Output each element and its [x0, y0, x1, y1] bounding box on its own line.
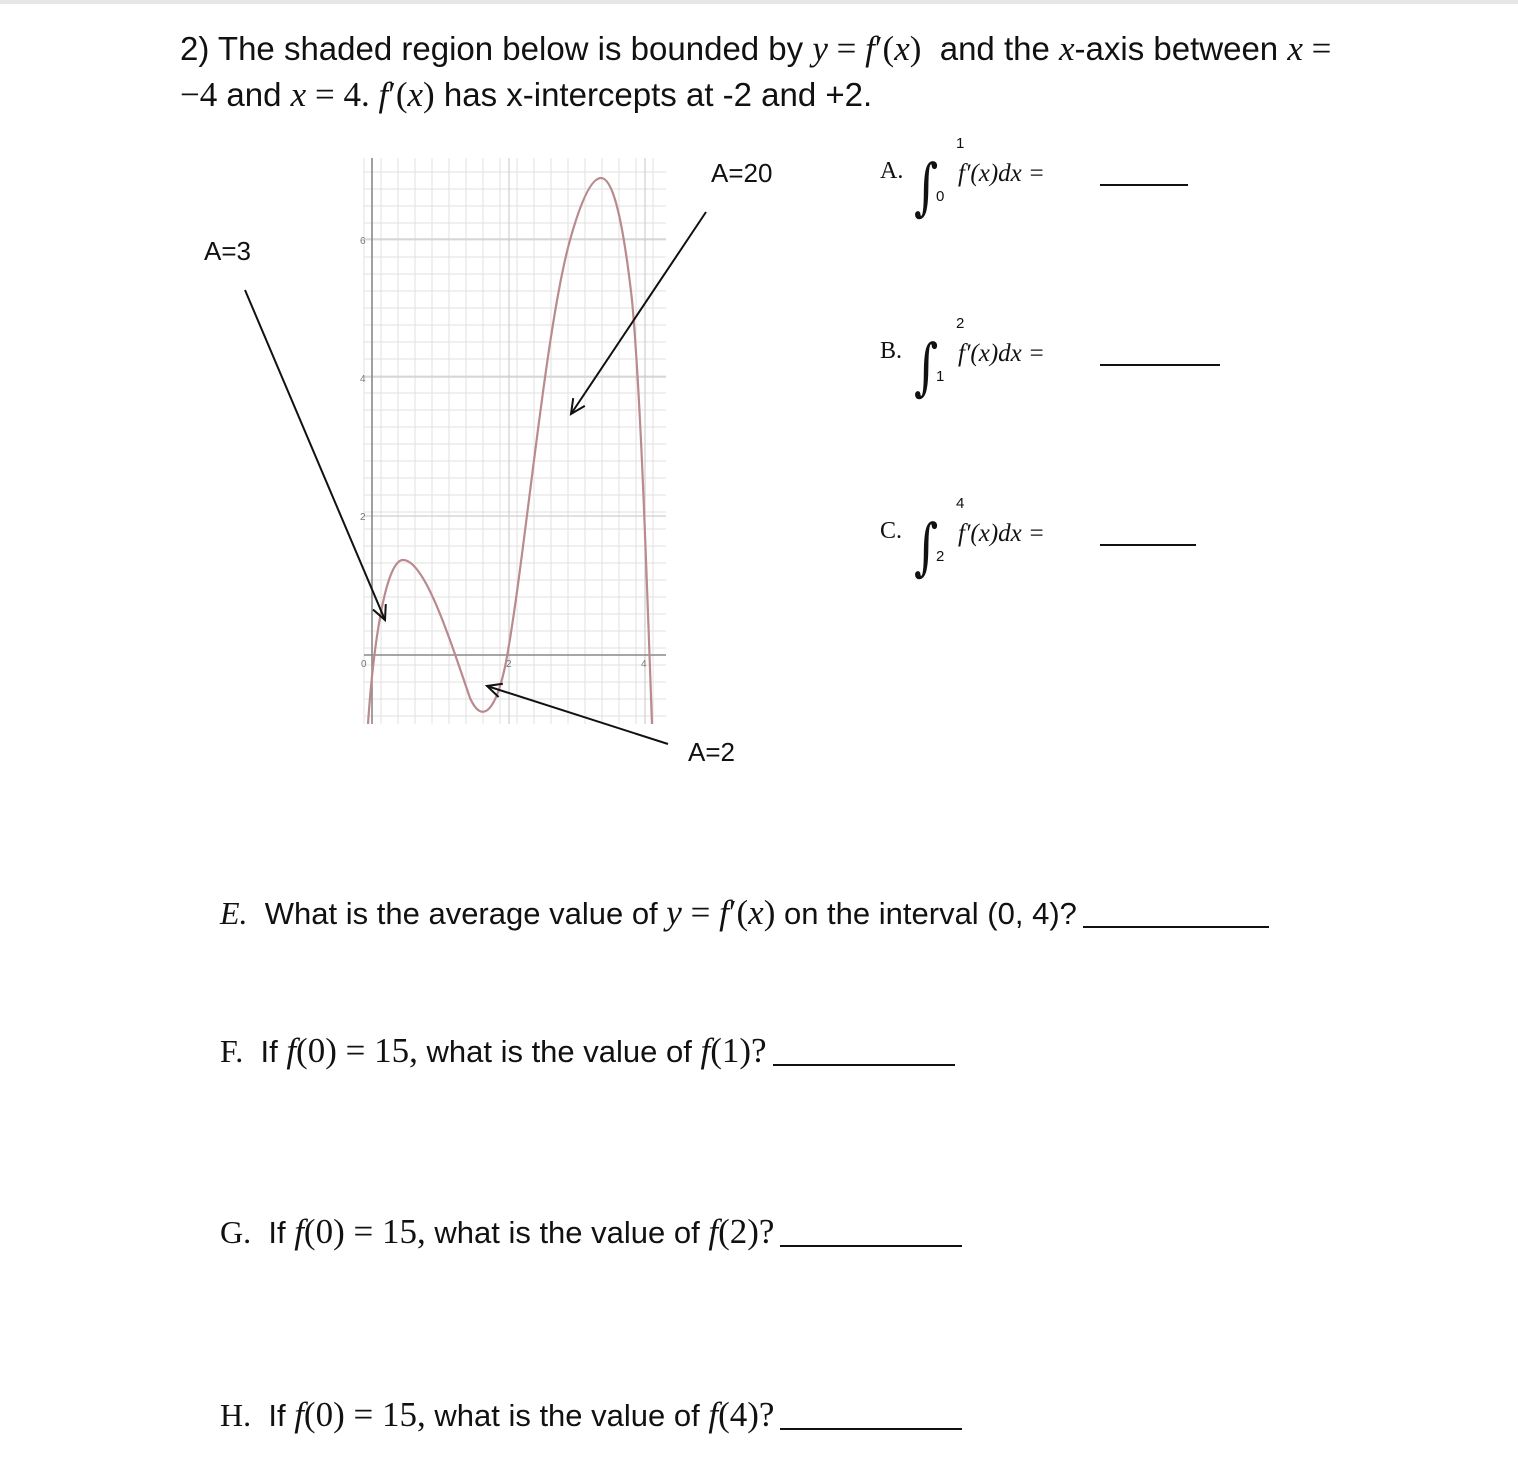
math-var: f: [294, 1212, 304, 1251]
upper-limit: 4: [956, 495, 965, 512]
math-var: f: [286, 1031, 297, 1070]
math-op: ): [909, 29, 922, 68]
math-op: (0) = 15,: [303, 1395, 426, 1434]
math-var: x: [1287, 29, 1303, 68]
lower-limit: 1: [936, 368, 945, 385]
item-letter: F.: [220, 1033, 244, 1069]
text-segment: If: [260, 1034, 287, 1069]
graph-tick-labels: [360, 236, 647, 670]
math-op: (4)?: [718, 1395, 775, 1434]
item-letter: A.: [880, 158, 904, 184]
upper-limit: 2: [956, 315, 965, 332]
math-var: f: [719, 893, 729, 932]
question-f: [220, 1033, 955, 1068]
text-segment: If: [268, 1215, 295, 1250]
math-op: (2)?: [718, 1212, 775, 1251]
area-label-left: A=3: [204, 236, 251, 266]
lower-limit: 0: [936, 188, 945, 205]
answer-blank[interactable]: [1083, 926, 1269, 928]
integral-sign-icon: ∫: [914, 150, 939, 223]
math-var: x: [1059, 29, 1075, 68]
math-op: ′(: [874, 29, 895, 68]
math-var: y: [666, 893, 682, 932]
arrow-middle-region-shaft: [487, 686, 668, 744]
curve-f-prime: [368, 178, 652, 724]
math-op: = 4.: [306, 75, 379, 114]
text-segment: what is the value of: [417, 1034, 701, 1069]
math-var: f: [700, 1031, 711, 1070]
answer-blank[interactable]: [780, 1428, 962, 1430]
text-segment: and the: [921, 30, 1059, 67]
upper-limit: 1: [956, 135, 965, 152]
text-segment: and: [217, 76, 291, 113]
item-letter: G.: [220, 1214, 252, 1250]
math-var: x: [290, 75, 307, 114]
item-letter: E.: [220, 895, 248, 931]
math-op: ′(: [728, 893, 749, 932]
text-segment: on the interval (0, 4)?: [775, 896, 1077, 931]
answer-blank[interactable]: [1100, 544, 1196, 546]
graph-axes: [364, 158, 666, 724]
answer-blank[interactable]: [1100, 184, 1188, 186]
text-segment: What is the average value of: [264, 896, 667, 931]
math-var: f: [294, 1395, 304, 1434]
item-letter: H.: [220, 1397, 252, 1433]
text-segment: -axis between: [1074, 30, 1288, 67]
lower-limit: 2: [936, 548, 945, 565]
math-op: =: [681, 893, 720, 932]
tick-label: 4: [360, 374, 366, 385]
area-label-right: A=20: [711, 158, 773, 188]
tick-label: 2: [360, 512, 366, 523]
math-number: −4: [180, 75, 218, 114]
tick-label: 6: [360, 236, 366, 247]
math-var: f: [708, 1212, 719, 1251]
tick-label: 4: [641, 659, 647, 670]
math-var: x: [407, 75, 424, 114]
math-op: (0) = 15,: [303, 1212, 426, 1251]
text-segment: what is the value of: [425, 1398, 709, 1433]
math-op: (0) = 15,: [296, 1031, 418, 1070]
text-segment: If: [268, 1398, 295, 1433]
tick-label: 0: [361, 659, 367, 670]
question-h: [220, 1397, 962, 1432]
item-letter: B.: [880, 338, 903, 364]
integral-sign-icon: ∫: [914, 510, 939, 583]
text-segment: has x-intercepts at -2 and +2.: [434, 76, 873, 113]
math-var: x: [748, 893, 764, 932]
math-op: =: [1302, 29, 1332, 68]
math-var: f: [708, 1395, 719, 1434]
answer-blank[interactable]: [1100, 364, 1220, 366]
math-var: f: [378, 75, 389, 114]
math-var: f: [865, 29, 875, 68]
math-op: ): [423, 75, 435, 114]
math-op: ′(: [388, 75, 408, 114]
math-var: x: [894, 29, 910, 68]
math-op: (1)?: [710, 1031, 767, 1070]
integrand: f′(x)dx =: [958, 520, 1045, 547]
answer-blank[interactable]: [780, 1245, 962, 1247]
question-g: [220, 1214, 962, 1249]
tick-label: 2: [506, 659, 512, 670]
answer-blank[interactable]: [773, 1064, 955, 1066]
area-label-middle: A=2: [688, 737, 735, 767]
math-var: y: [812, 29, 828, 68]
math-op: =: [827, 29, 866, 68]
arrow-right-region-head: [571, 398, 585, 414]
text-segment: 2) The shaded region below is bounded by: [180, 30, 813, 67]
graph-grid: [364, 158, 666, 724]
text-segment: what is the value of: [425, 1215, 709, 1250]
item-letter: C.: [880, 518, 903, 544]
integrand: f′(x)dx =: [958, 340, 1045, 367]
question-e: [220, 895, 1269, 930]
integral-sign-icon: ∫: [914, 330, 939, 403]
math-op: ): [763, 893, 776, 932]
integrand: f′(x)dx =: [958, 160, 1045, 187]
